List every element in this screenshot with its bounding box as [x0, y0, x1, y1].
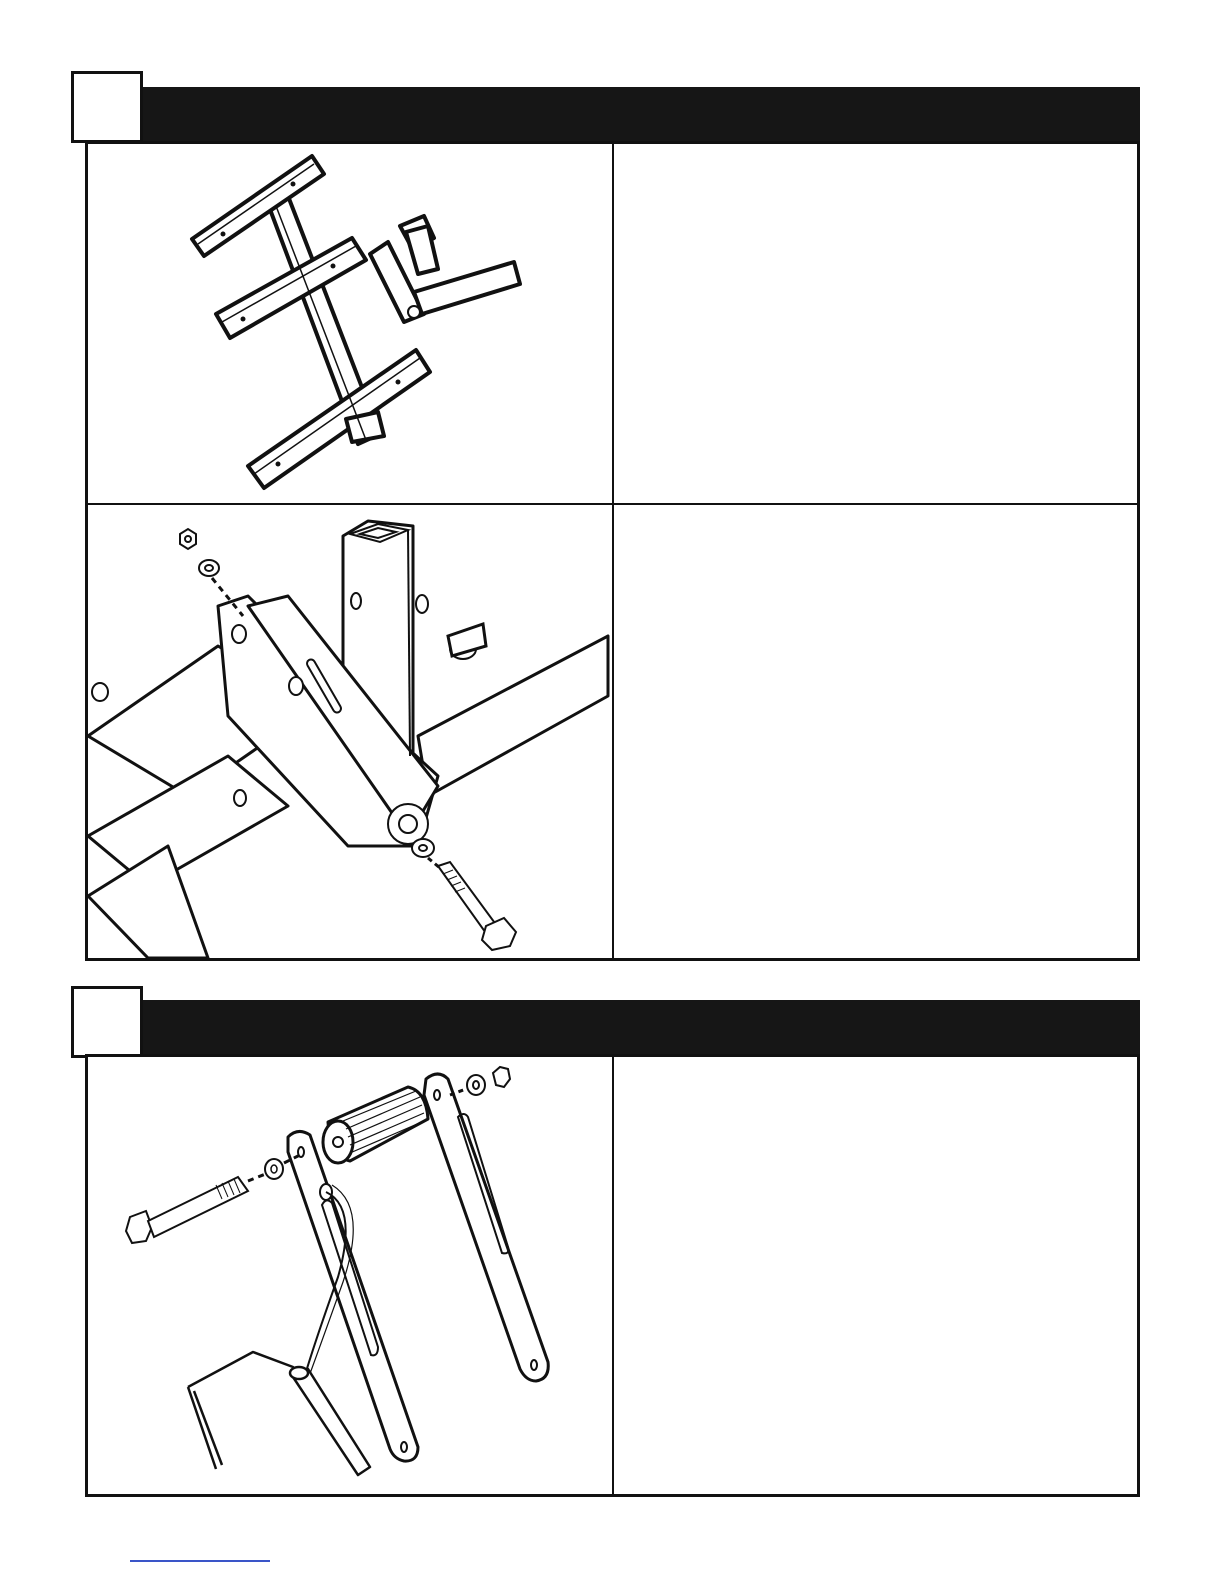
roller-drawing [88, 1057, 611, 1494]
step-1-row-divider [85, 503, 1140, 505]
roller-pin-assembly-illustration [88, 1057, 611, 1494]
step-2-number-box [71, 986, 143, 1058]
step-1-top-instructions [614, 144, 1137, 502]
step-2-header-bar [143, 1000, 1140, 1056]
frame-drawing [88, 144, 611, 502]
step-1-number-box [71, 71, 143, 143]
step-1-header-bar [143, 87, 1140, 143]
step-2-instructions [614, 1057, 1137, 1494]
assembled-frame-illustration [88, 144, 611, 502]
step-1-bottom-instructions [614, 506, 1137, 958]
footer-link-underline [130, 1560, 270, 1562]
hinge-drawing [88, 506, 611, 958]
hinge-bolt-assembly-illustration [88, 506, 611, 958]
